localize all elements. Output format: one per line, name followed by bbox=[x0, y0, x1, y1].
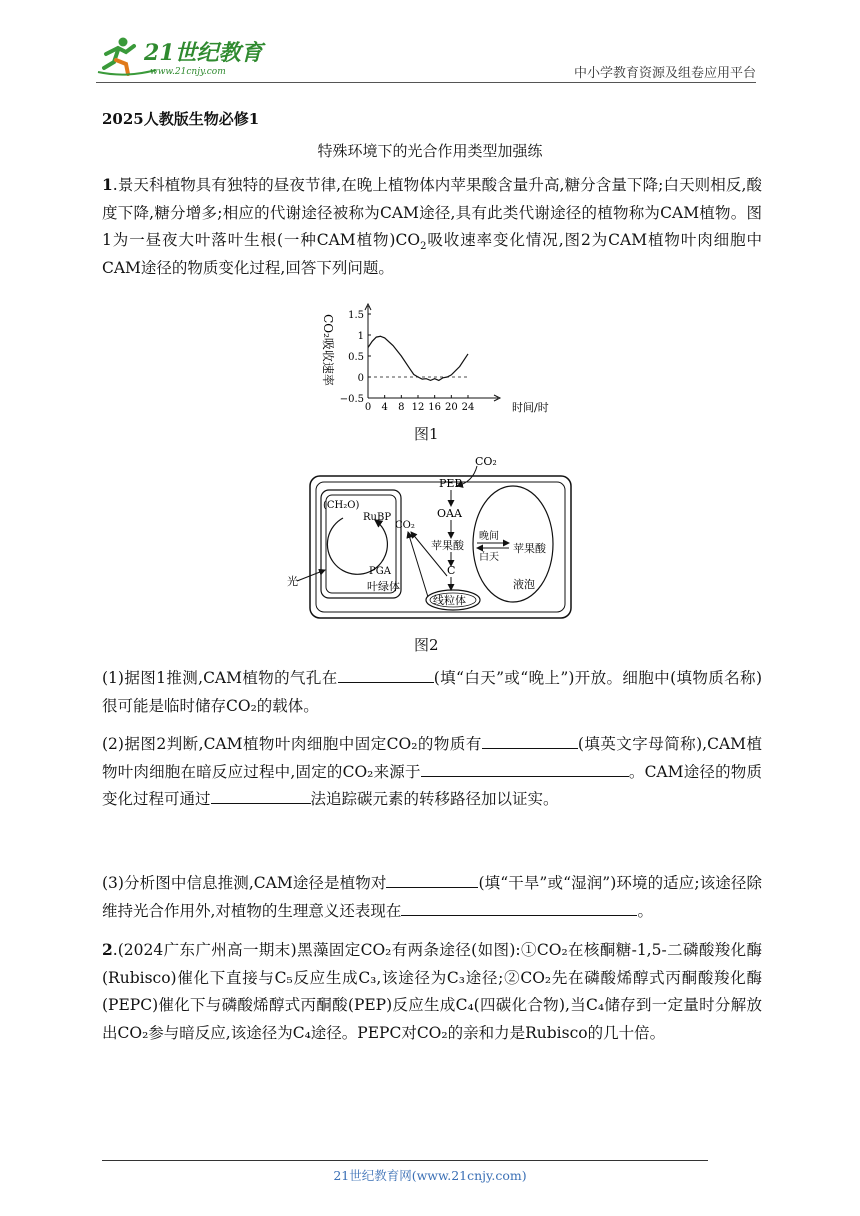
sub3-text-c: 。 bbox=[637, 901, 653, 920]
sub3-text-b: (填“干旱”或“湿润”)环境的适应;该途径除维持光合作用外,对植物的生理意义还表现在 bbox=[102, 874, 763, 920]
x-tick-label: 20 bbox=[444, 402, 458, 413]
footer-divider bbox=[102, 1160, 708, 1161]
figure-1-caption: 图1 bbox=[414, 425, 439, 443]
question-2-text: .(2024广东广州高一期末)黑藻固定CO₂有两条途径(如图):①CO₂在核酮糖-1,5-二磷酸羧化酶(Rubisco)催化下直接与C₅反应生成C₃,该途径为C₃途径;②CO₂先在磷酸烯醇式丙酮酸羧化酶(PEPC)催化下与磷酸烯醇式丙酮酸(PEP)反应生成C₄(四碳化合物),当C₄储存到一定量时分解放出CO₂参与暗反应,该途径为C₄途径。PEPC对CO₂的亲和力是Rubisco的几十倍。 bbox=[102, 941, 762, 1042]
sub3-text-a: (3)分析图中信息推测,CAM途径是植物对 bbox=[102, 874, 387, 892]
x-axis-label: 时间/时 bbox=[512, 401, 549, 414]
figure-2-diagram bbox=[283, 450, 583, 622]
label-chloroplast: 叶绿体 bbox=[367, 580, 400, 593]
question-1-stem: 1.景天科植物具有独特的昼夜节律,在晚上植物体内苹果酸含量升高,糖分含量下降;白天则相反,酸度下降,糖分增多;相应的代谢途径被称为CAM途径,具有此类代谢途径的植物称为CAM植物。图1为一昼夜大叶落叶生根(一种CAM植物)$CO_2$吸收速率变化情况,图2为CAM植物叶肉细胞中CAM途径的物质变化过程,回答下列问题。 bbox=[102, 175, 763, 277]
site-logo[interactable] bbox=[96, 34, 261, 78]
sub1-text-c: (填物质名称)很可能是临时储存CO₂的载体。 bbox=[102, 669, 762, 715]
page-title: 特殊环境下的光合作用类型加强练 bbox=[317, 142, 543, 160]
question-1-text-b: 吸收速率变化情况,图2为CAM植物叶肉细胞中CAM途径的物质变化过程,回答下列问题。 bbox=[102, 231, 763, 277]
footer-link[interactable]: 21世纪教育网(www.21cnjy.com) bbox=[333, 1168, 527, 1183]
x-tick-label: 12 bbox=[411, 402, 425, 413]
x-tick-label: 4 bbox=[381, 402, 388, 413]
x-tick-label: 24 bbox=[461, 402, 475, 413]
co2-absorption-line-chart bbox=[312, 300, 549, 418]
y-axis-label: CO₂吸收速率 bbox=[321, 314, 335, 386]
y-tick-label: 1.5 bbox=[348, 310, 364, 321]
label-mitochondrion: 线粒体 bbox=[433, 594, 466, 607]
label-co2-chloroplast: CO₂ bbox=[395, 520, 415, 531]
label-c: C bbox=[447, 564, 456, 577]
sub-question-3 bbox=[102, 870, 762, 925]
label-malic-left: 苹果酸 bbox=[431, 539, 464, 552]
question-2-stem bbox=[102, 936, 762, 1047]
label-co2-top: CO₂ bbox=[475, 455, 497, 468]
sub-question-1 bbox=[102, 665, 762, 720]
label-pep: PEP bbox=[439, 477, 462, 490]
y-tick-label: −0.5 bbox=[339, 394, 364, 405]
label-ch2o: (CH₂O) bbox=[323, 500, 360, 511]
label-pga: PGA bbox=[369, 566, 391, 577]
sub2-text-c: 。CAM途径的物质变化过程可通过 bbox=[102, 762, 762, 808]
sub-question-2 bbox=[102, 731, 762, 814]
answer-blank-5[interactable] bbox=[386, 871, 478, 888]
y-tick-label: 0 bbox=[357, 373, 364, 384]
sub1-text-a: (1)据图1推测,CAM植物的气孔在 bbox=[102, 669, 338, 687]
label-malic-right: 苹果酸 bbox=[513, 542, 546, 555]
answer-blank-1[interactable] bbox=[338, 666, 434, 683]
answer-blank-4[interactable] bbox=[211, 787, 311, 804]
x-tick-label: 8 bbox=[398, 402, 405, 413]
platform-tagline: 中小学教育资源及组卷应用平台 bbox=[573, 66, 756, 81]
book-title: 2025人教版生物必修1 bbox=[102, 110, 260, 128]
logo-url: www.21cnjy.com bbox=[150, 67, 226, 77]
y-tick-label: 0.5 bbox=[348, 352, 364, 363]
label-night: 晚间 bbox=[479, 531, 499, 542]
question-1-number: 1 bbox=[102, 175, 113, 194]
header-divider bbox=[96, 82, 756, 83]
figure-2-caption: 图2 bbox=[414, 636, 439, 654]
label-day: 白天 bbox=[479, 552, 499, 563]
figure-1-chart bbox=[312, 300, 549, 418]
sub1-text-b: (填“白天”或“晚上”)开放。细胞中 bbox=[433, 669, 671, 687]
sub2-text-d: 法追踪碳元素的转移路径加以证实。 bbox=[310, 790, 559, 808]
label-rubp: RuBP bbox=[363, 512, 392, 523]
logo-text: 21世纪教育 bbox=[144, 40, 263, 66]
sub2-text-a: (2)据图2判断,CAM植物叶肉细胞中固定CO₂的物质有 bbox=[102, 735, 482, 753]
sub2-text-b: (填英文字母简称),CAM植物叶肉细胞在暗反应过程中,固定的CO₂来源于 bbox=[102, 735, 763, 781]
y-tick-label: 1 bbox=[357, 331, 364, 342]
answer-blank-3[interactable] bbox=[421, 760, 629, 777]
question-2-number: 2 bbox=[102, 940, 113, 959]
answer-blank-6[interactable] bbox=[401, 899, 637, 916]
series-line bbox=[368, 336, 468, 380]
answer-blank-2[interactable] bbox=[482, 732, 578, 749]
label-oaa: OAA bbox=[437, 507, 462, 520]
x-tick-label: 0 bbox=[364, 402, 372, 413]
x-tick-label: 16 bbox=[428, 402, 442, 413]
label-vacuole: 液泡 bbox=[513, 578, 535, 591]
question-1-text-a: .景天科植物具有独特的昼夜节律,在晚上植物体内苹果酸含量升高,糖分含量下降;白天则相反,酸度下降,糖分增多;相应的代谢途径被称为CAM途径,具有此类代谢途径的植物称为CAM植物。图1为一昼夜大叶落叶生根(一种CAM植物)CO bbox=[102, 176, 762, 249]
label-light: 光 bbox=[287, 575, 298, 588]
